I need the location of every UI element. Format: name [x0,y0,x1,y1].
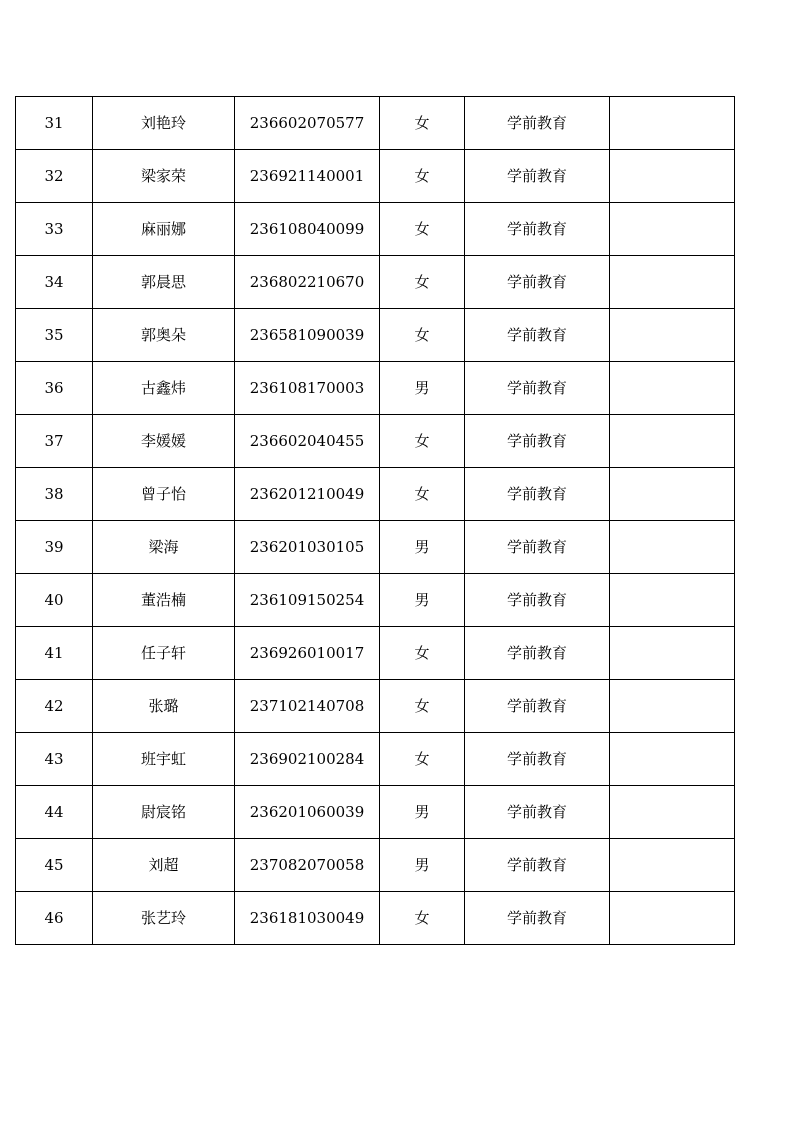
remark-cell [610,203,735,256]
gender-cell: 女 [380,680,465,733]
table-row [16,839,735,892]
row-number-cell: 44 [16,786,93,839]
major-cell: 学前教育 [465,362,610,415]
student-name-cell: 董浩楠 [93,574,235,627]
student-name-cell: 梁家荣 [93,150,235,203]
exam-id-cell: 236108170003 [235,362,380,415]
remark-cell [610,150,735,203]
exam-id-cell: 236602070577 [235,97,380,150]
student-name-cell: 李媛媛 [93,415,235,468]
gender-cell: 女 [380,150,465,203]
gender-cell: 男 [380,786,465,839]
gender-cell: 女 [380,468,465,521]
table-row [16,627,735,680]
gender-cell: 男 [380,362,465,415]
row-number-cell: 32 [16,150,93,203]
student-name-cell: 任子轩 [93,627,235,680]
exam-id-cell: 236602040455 [235,415,380,468]
exam-id-cell: 236201030105 [235,521,380,574]
row-number-cell: 38 [16,468,93,521]
major-cell: 学前教育 [465,574,610,627]
major-cell: 学前教育 [465,786,610,839]
table-row [16,468,735,521]
gender-cell: 男 [380,521,465,574]
remark-cell [610,892,735,945]
row-number-cell: 39 [16,521,93,574]
major-cell: 学前教育 [465,680,610,733]
row-number-cell: 46 [16,892,93,945]
row-number-cell: 36 [16,362,93,415]
exam-id-cell: 236108040099 [235,203,380,256]
gender-cell: 女 [380,415,465,468]
table-row [16,150,735,203]
row-number-cell: 31 [16,97,93,150]
table-row [16,733,735,786]
row-number-cell: 41 [16,627,93,680]
student-name-cell: 尉宸铭 [93,786,235,839]
row-number-cell: 40 [16,574,93,627]
exam-id-cell: 237082070058 [235,839,380,892]
table-row [16,309,735,362]
remark-cell [610,362,735,415]
table-row [16,574,735,627]
table-row [16,203,735,256]
exam-id-cell: 236921140001 [235,150,380,203]
major-cell: 学前教育 [465,892,610,945]
table-row [16,680,735,733]
remark-cell [610,309,735,362]
remark-cell [610,97,735,150]
remark-cell [610,415,735,468]
major-cell: 学前教育 [465,309,610,362]
major-cell: 学前教育 [465,97,610,150]
gender-cell: 女 [380,256,465,309]
gender-cell: 男 [380,574,465,627]
student-name-cell: 郭晨思 [93,256,235,309]
major-cell: 学前教育 [465,468,610,521]
row-number-cell: 37 [16,415,93,468]
major-cell: 学前教育 [465,415,610,468]
exam-id-cell: 236201210049 [235,468,380,521]
student-name-cell: 古鑫炜 [93,362,235,415]
gender-cell: 女 [380,733,465,786]
remark-cell [610,839,735,892]
roster-body [16,97,735,945]
exam-id-cell: 236902100284 [235,733,380,786]
exam-id-cell: 236109150254 [235,574,380,627]
major-cell: 学前教育 [465,150,610,203]
table-row [16,97,735,150]
gender-cell: 女 [380,203,465,256]
student-roster-table [15,96,735,945]
gender-cell: 男 [380,839,465,892]
table-row [16,786,735,839]
student-name-cell: 郭奥朵 [93,309,235,362]
exam-id-cell: 236581090039 [235,309,380,362]
remark-cell [610,786,735,839]
major-cell: 学前教育 [465,256,610,309]
remark-cell [610,733,735,786]
row-number-cell: 45 [16,839,93,892]
table-row [16,256,735,309]
major-cell: 学前教育 [465,521,610,574]
gender-cell: 女 [380,309,465,362]
student-name-cell: 班宇虹 [93,733,235,786]
exam-id-cell: 236802210670 [235,256,380,309]
table-row [16,892,735,945]
row-number-cell: 43 [16,733,93,786]
row-number-cell: 35 [16,309,93,362]
exam-id-cell: 237102140708 [235,680,380,733]
gender-cell: 女 [380,892,465,945]
remark-cell [610,680,735,733]
remark-cell [610,521,735,574]
remark-cell [610,468,735,521]
exam-id-cell: 236201060039 [235,786,380,839]
student-name-cell: 梁海 [93,521,235,574]
major-cell: 学前教育 [465,203,610,256]
row-number-cell: 42 [16,680,93,733]
student-name-cell: 张艺玲 [93,892,235,945]
gender-cell: 女 [380,97,465,150]
row-number-cell: 34 [16,256,93,309]
major-cell: 学前教育 [465,839,610,892]
gender-cell: 女 [380,627,465,680]
major-cell: 学前教育 [465,733,610,786]
major-cell: 学前教育 [465,627,610,680]
remark-cell [610,627,735,680]
student-name-cell: 刘艳玲 [93,97,235,150]
table-row [16,521,735,574]
row-number-cell: 33 [16,203,93,256]
remark-cell [610,574,735,627]
exam-id-cell: 236181030049 [235,892,380,945]
student-name-cell: 麻丽娜 [93,203,235,256]
exam-id-cell: 236926010017 [235,627,380,680]
student-name-cell: 曾子怡 [93,468,235,521]
student-name-cell: 张璐 [93,680,235,733]
student-name-cell: 刘超 [93,839,235,892]
table-row [16,415,735,468]
remark-cell [610,256,735,309]
table-row [16,362,735,415]
